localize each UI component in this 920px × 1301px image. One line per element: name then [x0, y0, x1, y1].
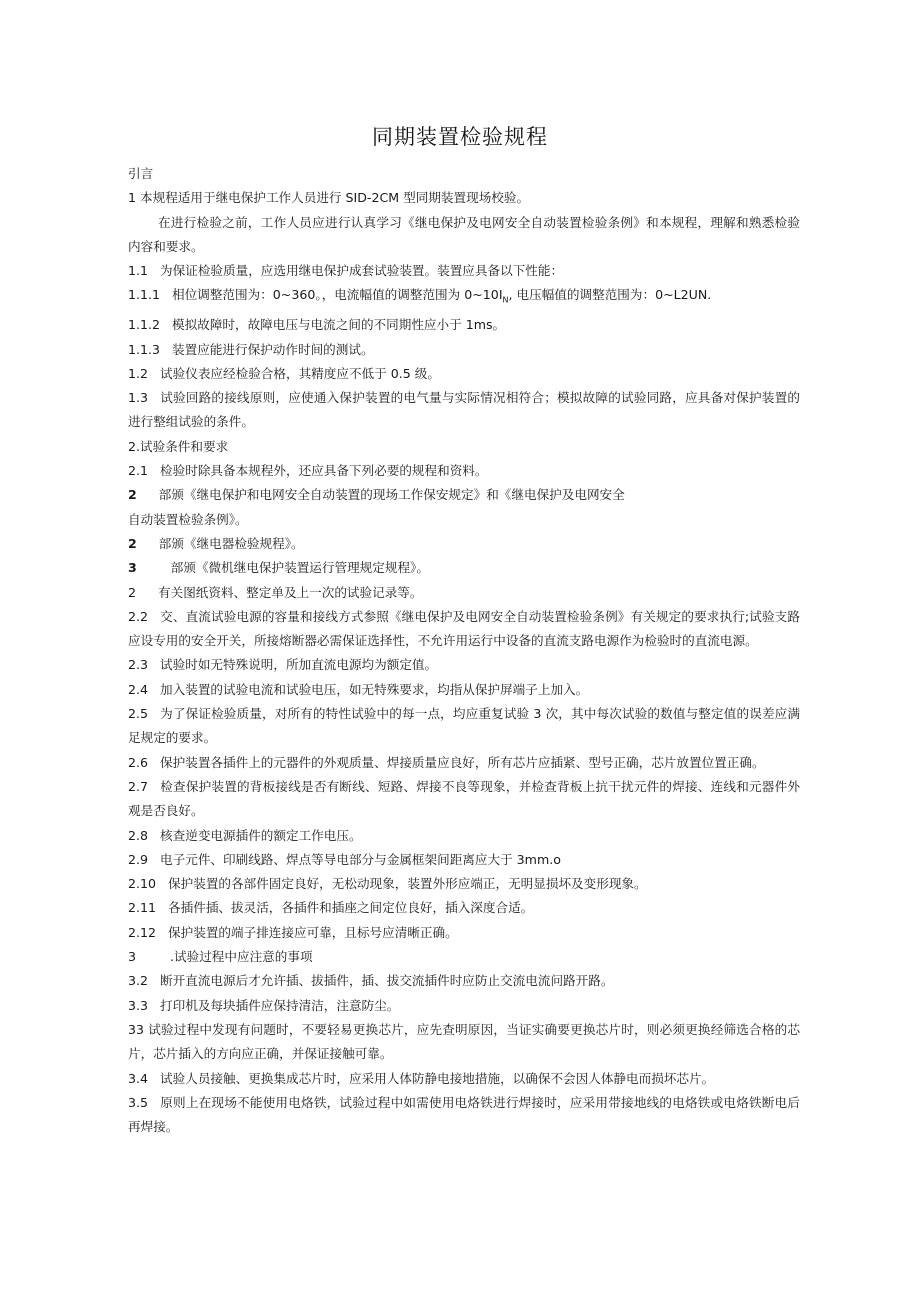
clause-text: 加入装置的试验电流和试验电压，如无特殊要求，均指从保护屏端子上加入。 [160, 681, 589, 697]
clause-3-3 [128, 994, 800, 1018]
clause-number: 2 [128, 584, 137, 600]
clause-2-1 [128, 459, 800, 483]
clause-2-3 [128, 653, 800, 677]
clause-number: 3.4 [128, 1070, 149, 1086]
clause-number: 2.7 [128, 778, 149, 794]
clause-number: 2.2 [128, 608, 149, 624]
clause-2-item-b [128, 532, 800, 556]
clause-number: 1.1.3 [128, 341, 161, 357]
clause-2-item-d [128, 581, 800, 605]
clause-1-1-1 [128, 283, 800, 313]
clause-number: 2.3 [128, 657, 149, 673]
clause-number: 1.1.1 [128, 287, 161, 303]
clause-2-4 [128, 678, 800, 702]
clause-2-9 [128, 848, 800, 872]
clause-3-4 [128, 1067, 800, 1091]
document-body [128, 162, 800, 1139]
clause-number: 1.1.2 [128, 317, 161, 333]
clause-number: 2.8 [128, 827, 149, 843]
clause-number: 2.6 [128, 754, 149, 770]
clause-1-3 [128, 386, 800, 435]
clause-number: 1.3 [128, 390, 149, 406]
clause-2-10 [128, 872, 800, 896]
clause-text: 交、直流试验电源的容量和接线方式参照《继电保护及电网安全自动装置检验条例》有关规定的要求执行;试验支路应设专用的安全开关，所接熔断器必需保证选择性，不允许用运行中设备的直流支路电源作为检验时的直流电源。 [128, 608, 800, 649]
clause-3-5 [128, 1091, 800, 1140]
section-2-heading: 2.试验条件和要求 [128, 438, 229, 454]
page-title: 同期装置检验规程 [372, 125, 548, 149]
clause-2-5 [128, 702, 800, 751]
clause-text: 试验仪表应经检验合格，其精度应不低于 0.5 级。 [160, 365, 440, 381]
clause-text: 检查保护装置的背板接线是否有断线、短路、焊接不良等现象，并检查背板上抗干扰元件的焊接、连线和元器件外观是否良好。 [128, 778, 800, 819]
clause-text: 保护装置的端子排连接应可靠，且标号应清晰正确。 [168, 924, 458, 940]
clause-text: 部颁《继电器检验规程》。 [158, 535, 304, 551]
clause-number: 2 [128, 535, 137, 551]
clause-text: 断开直流电源后才允许插、拔插件，插、拔交流插件时应防止交流电流问路开路。 [160, 973, 614, 989]
clause-number: 2.10 [128, 876, 157, 892]
clause-2-7 [128, 775, 800, 824]
clause-3-3b: 33 试验过程中发现有问题时，不要轻易更换芯片，应先查明原因，当证实确要更换芯片时，则必须更换经筛选合格的芯片，芯片插入的方向应正确，并保证接触可靠。 [128, 1021, 800, 1062]
clause-text: 保护装置的各部件固定良好，无松动现象，装置外形应端正，无明显损坏及变形现象。 [168, 876, 647, 892]
clause-1-1-3 [128, 338, 800, 362]
clause-text-tail: , 电压幅值的调整范围为：0~L2UN. [508, 287, 712, 303]
section-3-heading [128, 945, 800, 969]
clause-2-item-a-cont: 自动装置检验条例》。 [128, 511, 248, 527]
clause-number: 2.9 [128, 851, 149, 867]
clause-2-11 [128, 896, 800, 920]
clause-1-1 [128, 259, 800, 283]
clause-text: 部颁《继电保护和电网安全自动装置的现场工作保安规定》和《继电保护及电网安全 [158, 487, 625, 503]
paragraph-preface: 在进行检验之前，工作人员应进行认真学习《继电保护及电网安全自动装置检验条例》和本规程，理解和熟悉检验内容和要求。 [128, 214, 800, 254]
clause-text: 试验时如无特殊说明，所加直流电源均为额定值。 [160, 657, 438, 673]
clause-number: 2.4 [128, 681, 149, 697]
clause-text: 为了保证检验质量，对所有的特性试验中的每一点，均应重复试验 3 次，其中每次试验的数值与整定值的误差应满足规定的要求。 [128, 706, 800, 746]
clause-text: 试验人员接触、更换集成芯片时，应采用人体防静电接地措施，以确保不会因人体静电而损坏芯片。 [160, 1070, 715, 1086]
clause-number: 3.3 [128, 997, 149, 1013]
clause-text: 相位调整范围为：0~360。，电流幅值的调整范围为 0~10I [172, 287, 503, 303]
clause-text: 各插件插、拔灵活，各插件和插座之间定位良好，插入深度合适。 [168, 900, 534, 916]
clause-text: 保护装置各插件上的元器件的外观质量、焊接质量应良好，所有芯片应插紧、型号正确，芯片放置位置正确。 [160, 754, 765, 770]
subscript: N [502, 296, 509, 305]
clause-number: 3.2 [128, 973, 149, 989]
clause-2-12 [128, 921, 800, 945]
clause-text: .试验过程中应注意的事项 [170, 949, 313, 965]
clause-2-8 [128, 824, 800, 848]
clause-text: 电子元件、印刷线路、焊点等导电部分与金属框架间距离应大于 3mm.o [160, 851, 561, 867]
paragraph-1: 1 本规程适用于继电保护工作人员进行 SID-2CM 型同期装置现场校验。 [128, 190, 530, 206]
clause-text: 装置应能进行保护动作时间的测试。 [172, 341, 374, 357]
clause-number: 2.12 [128, 924, 157, 940]
clause-number: 1.2 [128, 365, 149, 381]
clause-2-2 [128, 605, 800, 654]
clause-number: 2.5 [128, 706, 149, 722]
clause-number: 3 [128, 560, 137, 576]
clause-2-item-c [128, 556, 800, 580]
clause-1-2 [128, 362, 800, 386]
clause-text: 试验回路的接线原则，应使通入保护装置的电气量与实际情况相符合；模拟故障的试验同路，应具备对保护装置的进行整组试验的条件。 [128, 390, 800, 430]
clause-number: 1.1 [128, 263, 149, 279]
clause-number: 3 [128, 949, 137, 965]
paragraph-intro: 引言 [128, 166, 154, 181]
clause-3-2 [128, 969, 800, 993]
clause-text: 有关图纸资料、整定单及上一次的试验记录等。 [158, 584, 423, 600]
clause-2-6 [128, 751, 800, 775]
clause-number: 2.11 [128, 900, 157, 916]
clause-text: 打印机及每块插件应保持清洁，注意防尘。 [160, 997, 400, 1013]
clause-text: 原则上在现场不能使用电烙铁，试验过程中如需使用电烙铁进行焊接时，应采用带接地线的电烙铁或电烙铁断电后再焊接。 [128, 1094, 800, 1135]
clause-text: 为保证检验质量，应选用继电保护成套试验装置。装置应具备以下性能： [160, 263, 564, 279]
clause-text: 模拟故障时，故障电压与电流之间的不同期性应小于 1ms。 [172, 317, 506, 333]
clause-number: 2.1 [128, 463, 149, 479]
clause-text: 部颁《微机继电保护装置运行管理规定规程》。 [170, 560, 429, 576]
clause-number: 2 [128, 487, 137, 503]
clause-text: 核查逆变电源插件的额定工作电压。 [160, 827, 362, 843]
clause-number: 3.5 [128, 1094, 149, 1110]
clause-text: 检验时除具备本规程外，还应具备下列必要的规程和资料。 [160, 463, 488, 479]
clause-2-item-a [128, 483, 800, 507]
clause-1-1-2 [128, 313, 800, 337]
